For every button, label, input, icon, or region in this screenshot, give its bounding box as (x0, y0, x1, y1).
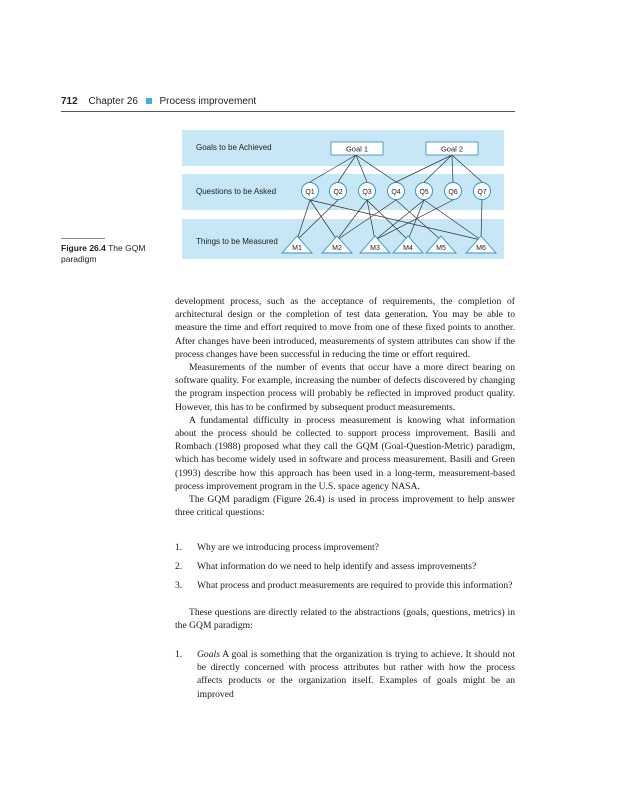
body-text (175, 295, 515, 519)
list-text: What process and product measurements are required to provide this information? (197, 580, 513, 592)
figure-number: Figure 26.4 (61, 243, 106, 253)
goal-box-1 (331, 142, 383, 155)
question-label: Q2 (333, 189, 343, 196)
list-number: 1. (175, 649, 183, 660)
section-title: Process improvement (159, 96, 257, 107)
question-node-q2 (330, 183, 347, 200)
list-number: 2. (175, 561, 183, 573)
paragraph: A fundamental difficulty in process measurement is knowing what information about the process should be collected to support process improvement. Basili and Rombach (1988) proposed what they call the GQM (Goal-Question-Metric) paradigm, which has become widely used in software and process measurement. Basili and Green (1993) describe how this approach has been used in a long-term, measurement-based process improvement program in the U.S. space agency NASA. (175, 414, 515, 492)
list-item (175, 648, 515, 701)
metric-label: M5 (436, 245, 446, 252)
metric-label: M4 (403, 245, 413, 252)
question-node-q7 (474, 183, 491, 200)
list-item (175, 560, 515, 573)
row-label-questions: Questions to be Asked (196, 187, 277, 196)
question-label: Q7 (477, 189, 487, 196)
paragraph: These questions are directly related to the abstractions (goals, questions, metrics) in the GQM paradigm: (175, 607, 515, 632)
goal-label: Goal 1 (345, 144, 369, 154)
list-text: What information do we need to help identify and assess improvements? (197, 561, 477, 573)
list-number: 3. (175, 580, 183, 592)
caption-rule (61, 238, 105, 239)
list-number: 1. (175, 542, 183, 553)
chapter-label: Chapter 26 (88, 96, 138, 107)
paragraph: The GQM paradigm (Figure 26.4) is used in process improvement to help answer three critical questions: (175, 494, 515, 519)
paragraph: Measurements of the number of events that occur have a more direct bearing on software quality. For example, increasing the number of defects discovered by changing the program inspection process will probably be reflected in improved product quality. However, this has to be confirmed by subsequent product measurements. (175, 362, 515, 413)
question-label: Q1 (305, 189, 315, 196)
question-label: Q5 (419, 189, 429, 196)
body-text-2 (175, 606, 515, 632)
metric-label: M2 (332, 245, 342, 252)
row-label-goals: Goals to be Achieved (196, 143, 272, 152)
questions-list (175, 541, 515, 599)
question-node-q4 (388, 183, 405, 200)
list-item (175, 541, 515, 554)
abstractions-list (175, 648, 515, 707)
page-number: 712 (61, 96, 78, 107)
question-node-q5 (416, 183, 433, 200)
question-label: Q4 (391, 189, 401, 196)
figure-caption (61, 243, 171, 265)
list-term: Goals (197, 649, 220, 660)
metric-label: M6 (476, 245, 486, 252)
list-description: A goal is something that the organization is trying to achieve. It should not be directly concerned with process attributes but rather with how the process affects products or the organization itself. Examples of goals might be an improved (197, 649, 515, 700)
list-item (175, 579, 515, 592)
metric-label: M1 (292, 245, 302, 252)
goal-box-2 (426, 142, 478, 155)
paragraph: development process, such as the acceptance of requirements, the completion of architectural design or the completion of test data generation. You may be able to measure the time and effort required to move from one of these fixed points to another. After changes have been introduced, measurements of system attributes can show if the process changes have been successful in reducing the time or effort required. (175, 296, 515, 360)
question-node-q1 (302, 183, 319, 200)
metric-label: M3 (370, 245, 380, 252)
question-node-q3 (359, 183, 376, 200)
goal-label: Goal 2 (440, 144, 464, 154)
row-label-metrics: Things to be Measured (196, 237, 278, 246)
list-text: Why are we introducing process improvement? (197, 542, 379, 553)
figure-caption-text: The GQM paradigm (61, 243, 146, 264)
question-node-q6 (445, 183, 462, 200)
question-label: Q3 (362, 189, 372, 196)
question-label: Q6 (448, 189, 458, 196)
list-text (197, 648, 515, 701)
